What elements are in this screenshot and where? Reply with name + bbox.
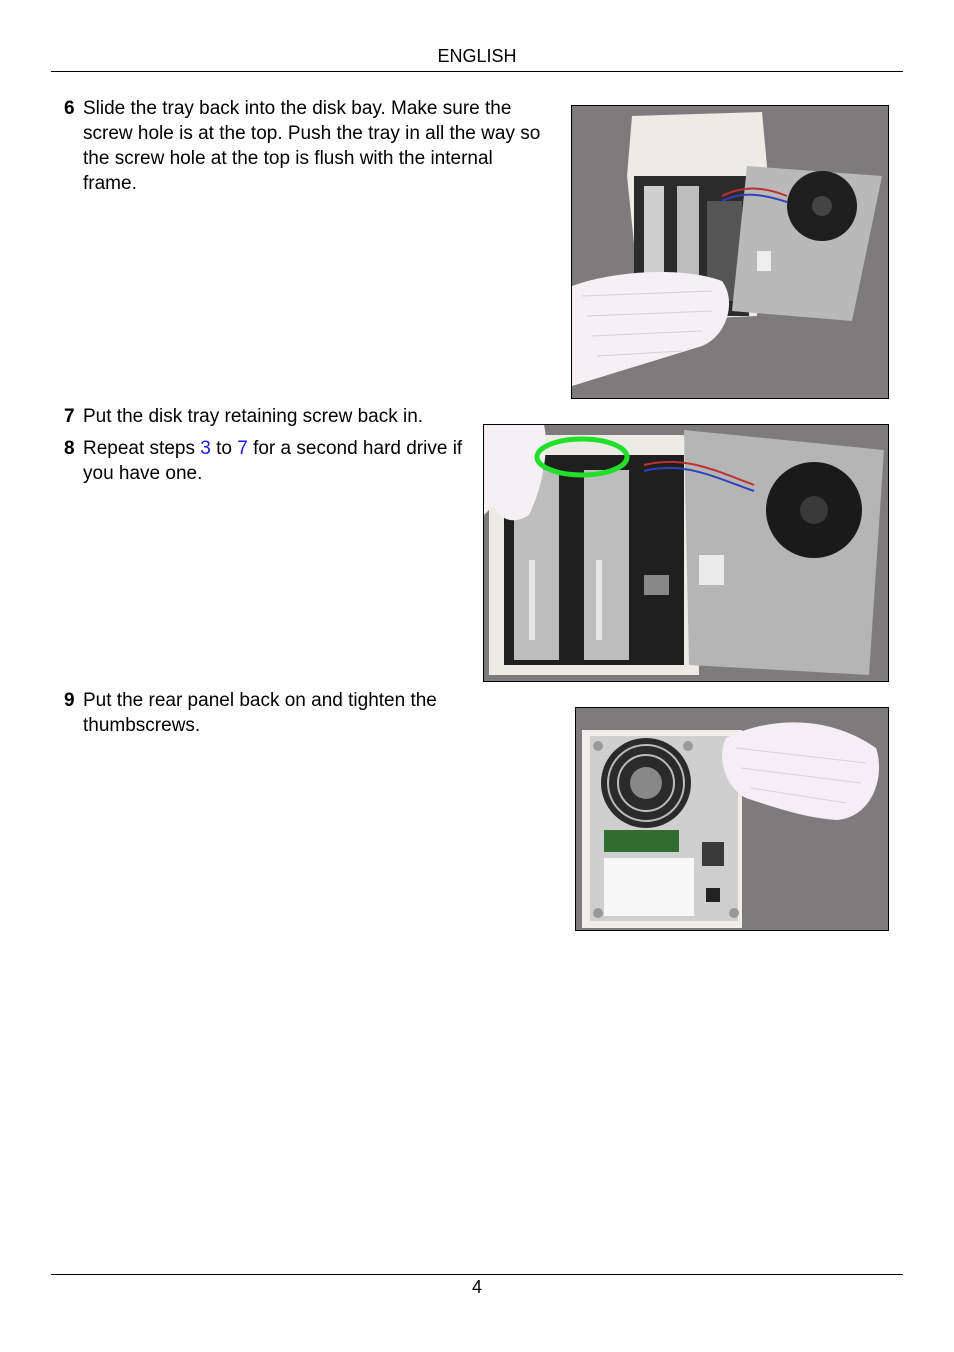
step-text: Slide the tray back into the disk bay. Make sure the screw hole is at the top. Push the tray in all the way so the screw hole at the top is flush with the internal frame.: [83, 98, 541, 194]
step-6: [64, 96, 544, 196]
step-7-link[interactable]: 7: [237, 438, 248, 459]
step-number: 7: [64, 406, 75, 427]
page-number: 4: [471, 1277, 482, 1297]
step-text-part: for a second hard drive if you have one.: [83, 438, 463, 484]
step-text-part: to: [210, 438, 238, 459]
page-header-title: ENGLISH: [437, 46, 517, 66]
step-number: 6: [64, 98, 75, 119]
step-3-link[interactable]: 3: [200, 438, 211, 459]
step-text-part: Repeat steps: [83, 438, 201, 459]
header-rule: [51, 71, 903, 72]
step-number: 9: [64, 690, 75, 711]
photo-tray-screw: [483, 424, 889, 682]
photo-rear-panel: [575, 707, 889, 931]
step-text: Put the disk tray retaining screw back in.: [83, 406, 424, 427]
footer-rule: [51, 1274, 903, 1275]
step-text: [64, 436, 464, 486]
step-8: [64, 436, 464, 486]
step-9: [64, 688, 464, 738]
step-7: [64, 404, 474, 429]
photo-tray-insert: [571, 105, 889, 399]
step-text: Put the rear panel back on and tighten the thumbscrews.: [83, 690, 437, 736]
step-number: 8: [64, 438, 75, 459]
